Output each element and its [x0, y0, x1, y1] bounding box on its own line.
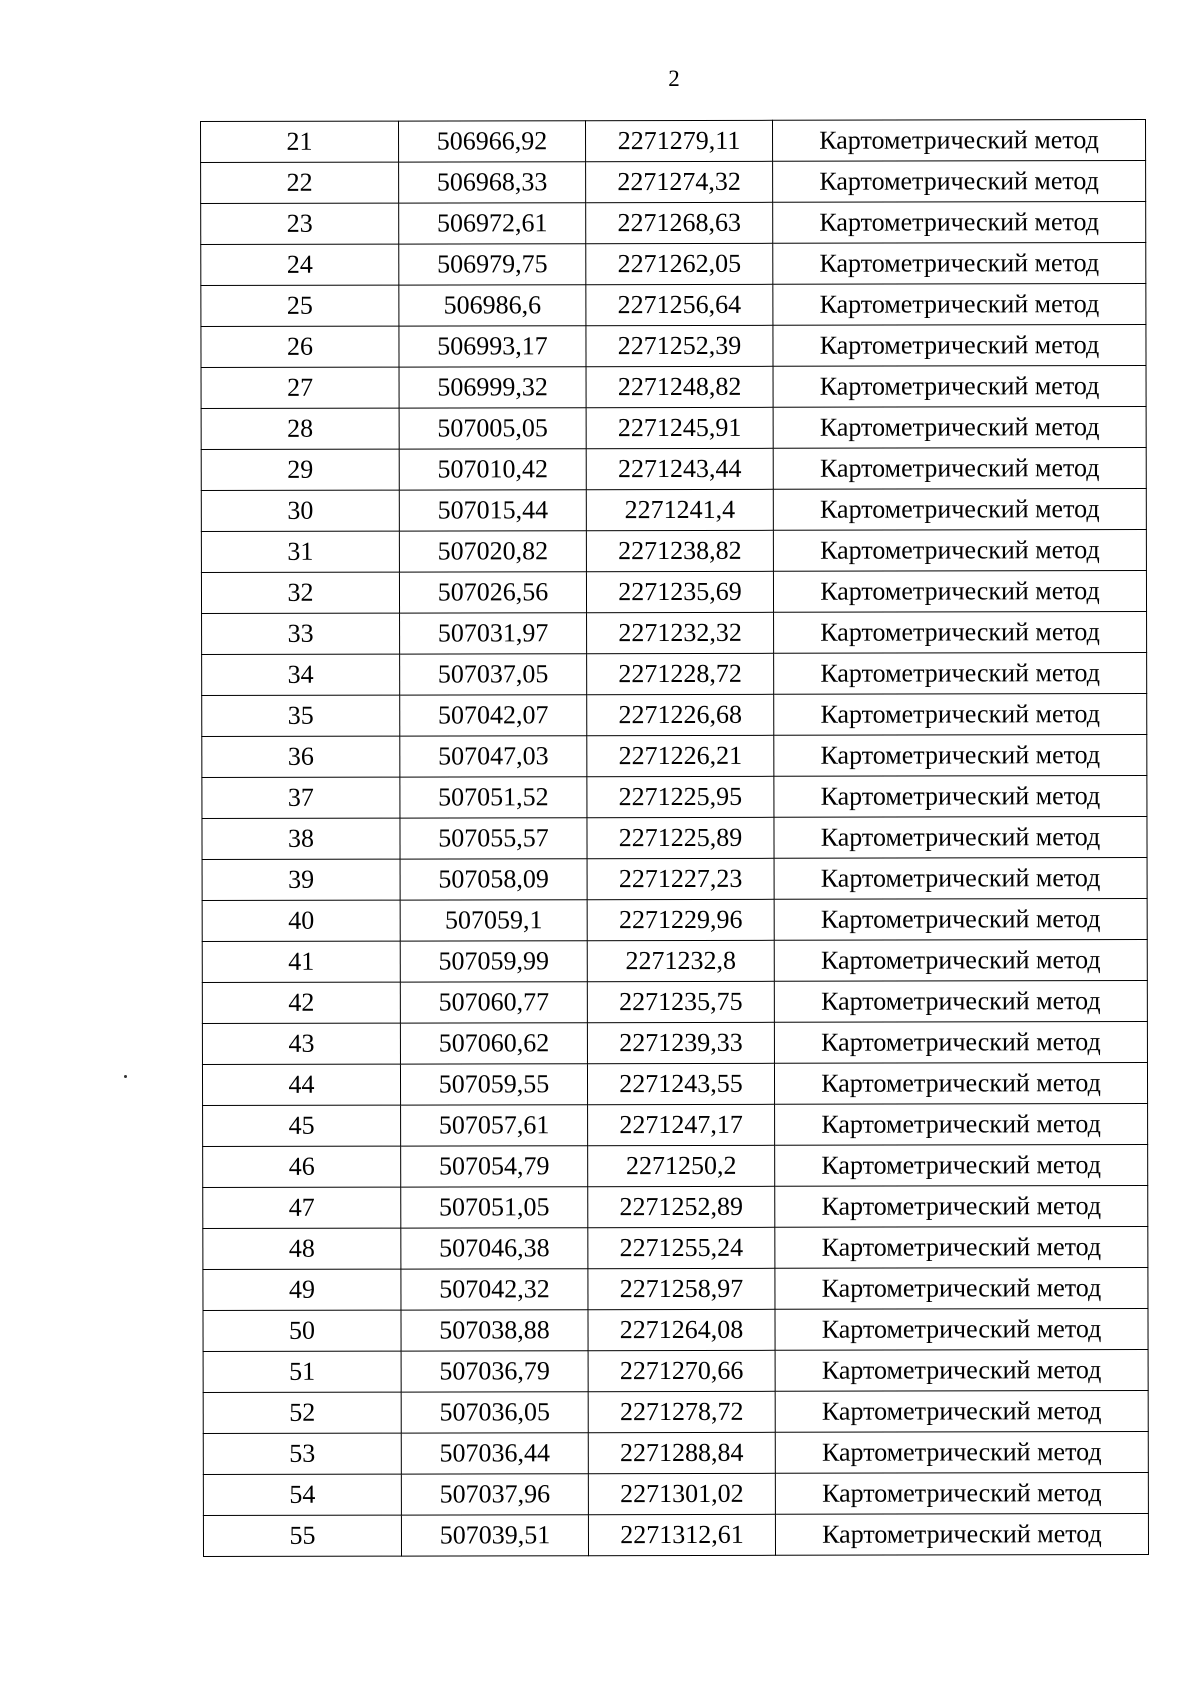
table-row: [202, 776, 1147, 819]
x-coordinate-cell: 506968,33: [399, 162, 586, 203]
point-number-cell: 35: [202, 695, 400, 736]
x-coordinate-cell: 507038,88: [401, 1310, 588, 1351]
y-coordinate-cell: 2271252,39: [586, 325, 773, 366]
method-cell: Картометрический метод: [775, 1350, 1148, 1392]
point-number-cell: 41: [202, 941, 400, 982]
table-row: [202, 694, 1147, 737]
table-row: [201, 489, 1146, 532]
x-coordinate-cell: 507036,05: [401, 1392, 588, 1433]
x-coordinate-cell: 506979,75: [399, 244, 586, 285]
y-coordinate-cell: 2271229,96: [587, 899, 774, 940]
x-coordinate-cell: 507059,55: [400, 1064, 587, 1105]
method-cell: Картометрический метод: [775, 1186, 1148, 1228]
table-row: [201, 202, 1146, 245]
table-row: [201, 161, 1146, 204]
x-coordinate-cell: 507037,05: [400, 654, 587, 695]
table-row: [201, 284, 1146, 327]
x-coordinate-cell: 506986,6: [399, 285, 586, 326]
table-row: [201, 243, 1146, 286]
x-coordinate-cell: 507054,79: [401, 1146, 588, 1187]
y-coordinate-cell: 2271228,72: [587, 653, 774, 694]
x-coordinate-cell: 507031,97: [400, 613, 587, 654]
point-number-cell: 43: [202, 1023, 400, 1064]
table-row: [203, 1350, 1148, 1393]
x-coordinate-cell: 507047,03: [400, 736, 587, 777]
point-number-cell: 38: [202, 818, 400, 859]
y-coordinate-cell: 2271232,8: [587, 940, 774, 981]
x-coordinate-cell: 506972,61: [399, 203, 586, 244]
y-coordinate-cell: 2271241,4: [586, 489, 773, 530]
method-cell: Картометрический метод: [773, 284, 1146, 326]
method-cell: Картометрический метод: [773, 202, 1146, 244]
table-row: [201, 120, 1146, 163]
table-row: [203, 1391, 1148, 1434]
point-number-cell: 29: [201, 449, 399, 490]
point-number-cell: 44: [202, 1064, 400, 1105]
method-cell: Картометрический метод: [774, 858, 1147, 900]
y-coordinate-cell: 2271279,11: [586, 120, 773, 161]
method-cell: Картометрический метод: [775, 1268, 1148, 1310]
x-coordinate-cell: 507020,82: [399, 531, 586, 572]
y-coordinate-cell: 2271270,66: [588, 1350, 775, 1391]
table-row: [202, 981, 1147, 1024]
method-cell: Картометрический метод: [773, 366, 1146, 408]
method-cell: Картометрический метод: [775, 1104, 1148, 1146]
table-row: [202, 735, 1147, 778]
x-coordinate-cell: 507036,79: [401, 1351, 588, 1392]
table-row: [203, 1186, 1148, 1229]
point-number-cell: 37: [202, 777, 400, 818]
method-cell: Картометрический метод: [774, 981, 1147, 1023]
method-cell: Картометрический метод: [773, 407, 1146, 449]
point-number-cell: 32: [201, 572, 399, 613]
x-coordinate-cell: 507060,77: [400, 982, 587, 1023]
x-coordinate-cell: 507042,32: [401, 1269, 588, 1310]
y-coordinate-cell: 2271238,82: [586, 530, 773, 571]
table-row: [203, 1473, 1148, 1516]
y-coordinate-cell: 2271247,17: [588, 1104, 775, 1145]
y-coordinate-cell: 2271243,55: [587, 1063, 774, 1104]
method-cell: Картометрический метод: [774, 653, 1147, 695]
x-coordinate-cell: 507058,09: [400, 859, 587, 900]
x-coordinate-cell: 507059,1: [400, 900, 587, 941]
y-coordinate-cell: 2271255,24: [588, 1227, 775, 1268]
y-coordinate-cell: 2271235,69: [586, 571, 773, 612]
x-coordinate-cell: 507055,57: [400, 818, 587, 859]
table-row: [202, 817, 1147, 860]
table-row: [202, 1022, 1147, 1065]
y-coordinate-cell: 2271252,89: [588, 1186, 775, 1227]
table-row: [201, 530, 1146, 573]
y-coordinate-cell: 2271262,05: [586, 243, 773, 284]
x-coordinate-cell: 507037,96: [401, 1474, 588, 1515]
table-row: [203, 1268, 1148, 1311]
point-number-cell: 34: [202, 654, 400, 695]
table-row: [202, 653, 1147, 696]
table-row: [201, 325, 1146, 368]
table-row: [202, 612, 1147, 655]
point-number-cell: 24: [201, 244, 399, 285]
point-number-cell: 52: [203, 1392, 401, 1433]
y-coordinate-cell: 2271226,68: [587, 694, 774, 735]
method-cell: Картометрический метод: [774, 899, 1147, 941]
point-number-cell: 25: [201, 285, 399, 326]
method-cell: Картометрический метод: [775, 1514, 1148, 1556]
point-number-cell: 42: [202, 982, 400, 1023]
point-number-cell: 33: [202, 613, 400, 654]
table-row: [203, 1432, 1148, 1475]
x-coordinate-cell: 506966,92: [399, 121, 586, 162]
y-coordinate-cell: 2271225,95: [587, 776, 774, 817]
point-number-cell: 31: [201, 531, 399, 572]
method-cell: Картометрический метод: [774, 817, 1147, 859]
x-coordinate-cell: 507051,05: [401, 1187, 588, 1228]
y-coordinate-cell: 2271225,89: [587, 817, 774, 858]
table-row: [201, 571, 1146, 614]
x-coordinate-cell: 507015,44: [399, 490, 586, 531]
method-cell: Картометрический метод: [773, 325, 1146, 367]
y-coordinate-cell: 2271288,84: [588, 1432, 775, 1473]
x-coordinate-cell: 507010,42: [399, 449, 586, 490]
y-coordinate-cell: 2271250,2: [588, 1145, 775, 1186]
coordinates-table: [200, 119, 1149, 1557]
x-coordinate-cell: 506999,32: [399, 367, 586, 408]
method-cell: Картометрический метод: [773, 161, 1146, 203]
point-number-cell: 48: [203, 1228, 401, 1269]
method-cell: Картометрический метод: [773, 448, 1146, 490]
y-coordinate-cell: 2271243,44: [586, 448, 773, 489]
y-coordinate-cell: 2271258,97: [588, 1268, 775, 1309]
x-coordinate-cell: 507039,51: [401, 1515, 588, 1556]
y-coordinate-cell: 2271235,75: [587, 981, 774, 1022]
point-number-cell: 49: [203, 1269, 401, 1310]
method-cell: Картометрический метод: [774, 694, 1147, 736]
point-number-cell: 50: [203, 1310, 401, 1351]
point-number-cell: 21: [201, 121, 399, 162]
x-coordinate-cell: 507051,52: [400, 777, 587, 818]
method-cell: Картометрический метод: [773, 530, 1146, 572]
x-coordinate-cell: 507060,62: [400, 1023, 587, 1064]
y-coordinate-cell: 2271274,32: [586, 161, 773, 202]
table-row: [202, 940, 1147, 983]
point-number-cell: 53: [203, 1433, 401, 1474]
method-cell: Картометрический метод: [773, 243, 1146, 285]
table-row: [201, 366, 1146, 409]
y-coordinate-cell: 2271312,61: [588, 1514, 775, 1555]
table-row: [201, 407, 1146, 450]
x-coordinate-cell: 507046,38: [401, 1228, 588, 1269]
table-row: [202, 1063, 1147, 1106]
method-cell: Картометрический метод: [774, 735, 1147, 777]
method-cell: Картометрический метод: [774, 1063, 1147, 1105]
x-coordinate-cell: 507036,44: [401, 1433, 588, 1474]
table-row: [201, 448, 1146, 491]
method-cell: Картометрический метод: [774, 776, 1147, 818]
method-cell: Картометрический метод: [775, 1432, 1148, 1474]
x-coordinate-cell: 507059,99: [400, 941, 587, 982]
table-row: [203, 1227, 1148, 1270]
table-row: [203, 1104, 1148, 1147]
point-number-cell: 55: [203, 1515, 401, 1556]
point-number-cell: 40: [202, 900, 400, 941]
method-cell: Картометрический метод: [775, 1391, 1148, 1433]
y-coordinate-cell: 2271268,63: [586, 202, 773, 243]
method-cell: Картометрический метод: [775, 1309, 1148, 1351]
point-number-cell: 27: [201, 367, 399, 408]
y-coordinate-cell: 2271226,21: [587, 735, 774, 776]
table-row: [202, 899, 1147, 942]
method-cell: Картометрический метод: [773, 489, 1146, 531]
point-number-cell: 26: [201, 326, 399, 367]
method-cell: Картометрический метод: [775, 1145, 1148, 1187]
method-cell: Картометрический метод: [773, 571, 1146, 613]
method-cell: Картометрический метод: [774, 1022, 1147, 1064]
method-cell: Картометрический метод: [775, 1227, 1148, 1269]
point-number-cell: 22: [201, 162, 399, 203]
method-cell: Картометрический метод: [774, 612, 1147, 654]
method-cell: Картометрический метод: [772, 120, 1145, 162]
x-coordinate-cell: 507005,05: [399, 408, 586, 449]
point-number-cell: 30: [201, 490, 399, 531]
y-coordinate-cell: 2271278,72: [588, 1391, 775, 1432]
point-number-cell: 23: [201, 203, 399, 244]
point-number-cell: 36: [202, 736, 400, 777]
point-number-cell: 51: [203, 1351, 401, 1392]
x-coordinate-cell: 506993,17: [399, 326, 586, 367]
table-row: [203, 1514, 1148, 1557]
point-number-cell: 39: [202, 859, 400, 900]
y-coordinate-cell: 2271227,23: [587, 858, 774, 899]
x-coordinate-cell: 507057,61: [401, 1105, 588, 1146]
x-coordinate-cell: 507026,56: [399, 572, 586, 613]
y-coordinate-cell: 2271264,08: [588, 1309, 775, 1350]
point-number-cell: 46: [203, 1146, 401, 1187]
method-cell: Картометрический метод: [775, 1473, 1148, 1515]
point-number-cell: 45: [203, 1105, 401, 1146]
y-coordinate-cell: 2271248,82: [586, 366, 773, 407]
point-number-cell: 54: [203, 1474, 401, 1515]
table-row: [202, 858, 1147, 901]
point-number-cell: 28: [201, 408, 399, 449]
y-coordinate-cell: 2271245,91: [586, 407, 773, 448]
y-coordinate-cell: 2271232,32: [587, 612, 774, 653]
point-number-cell: 47: [203, 1187, 401, 1228]
method-cell: Картометрический метод: [774, 940, 1147, 982]
table-row: [203, 1309, 1148, 1352]
table-row: [203, 1145, 1148, 1188]
y-coordinate-cell: 2271301,02: [588, 1473, 775, 1514]
y-coordinate-cell: 2271256,64: [586, 284, 773, 325]
coordinates-table-body: [201, 120, 1149, 1557]
page-number: 2: [668, 66, 680, 91]
scan-artifact-dot: [124, 1075, 127, 1078]
y-coordinate-cell: 2271239,33: [587, 1022, 774, 1063]
x-coordinate-cell: 507042,07: [400, 695, 587, 736]
